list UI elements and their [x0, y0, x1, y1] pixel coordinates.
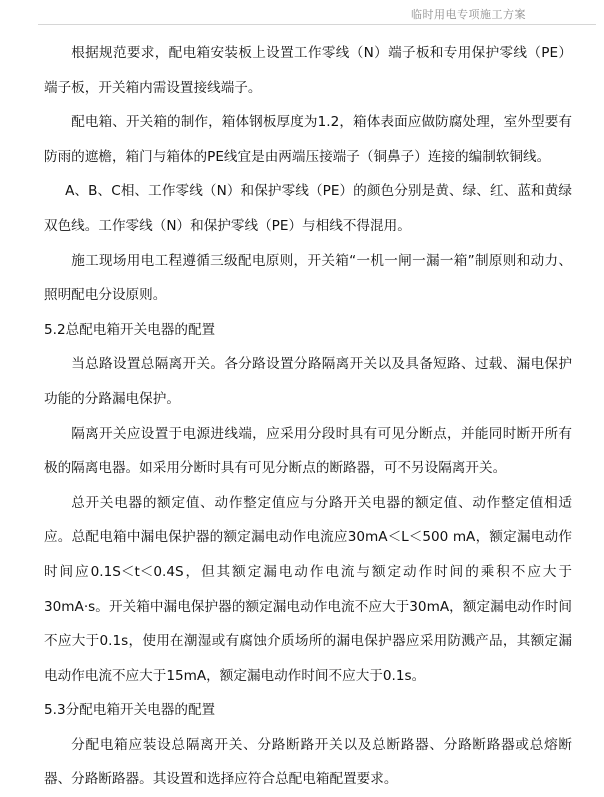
paragraph-box-fabrication: 配电箱、开关箱的制作，箱体钢板厚度为1.2，箱体表面应做防腐处理，室外型要有防雨的遮檐，箱门与箱体的PE线宜是由两端压接端子（铜鼻子）连接的编制软铜线。	[44, 114, 572, 165]
paragraph-wire-colors: A、B、C相、工作零线（N）和保护零线（PE）的颜色分别是黄、绿、红、蓝和黄绿双色线。工作零线（N）和保护零线（PE）与相线不得混用。	[44, 183, 572, 234]
paragraph-sub-distribution-box: 分配电箱应装设总隔离开关、分路断路开关以及总断路器、分路断路器或总熔断器、分路断路器。其设置和选择应符合总配电箱配置要求。	[44, 736, 572, 788]
paragraph-isolation-switch-position: 隔离开关应设置于电源进线端，应采用分段时具有可见分断点，并能同时断开所有极的隔离电器。如采用分断时具有可见分断点的断路器，可不另设隔离开关。	[44, 425, 572, 477]
paragraph-rated-values: 总开关电器的额定值、动作整定值应与分路开关电器的额定值、动作整定值相适应。总配电箱中漏电保护器的额定漏电动作电流应30mA＜L＜500 mA，额定漏电动作时间应0.1S＜t＜0.4S，但其额定漏电动作电流与额定动作时间的乘积不应大于30mA·s。开关箱中漏电保护器的额定漏电动作电流不应大于30mA，额定漏电动作时间不应大于0.1s，使用在潮湿或有腐蚀介质场所的漏电保护器应采用防溅产品，其额定漏电动作电流不应大于15mA，额定漏电动作时间不应大于0.1s。	[44, 494, 572, 684]
page-header	[0, 0, 604, 26]
paragraph-terminal-boards: 根据规范要求，配电箱安装板上设置工作零线（N）端子板和专用保护零线（PE）端子板，开关箱内需设置接线端子。	[44, 45, 572, 96]
paragraph-main-isolation-switch: 当总路设置总隔离开关。各分路设置分路隔离开关以及具备短路、过载、漏电保护功能的分路漏电保护。	[44, 356, 572, 407]
document-body	[44, 36, 572, 797]
header-divider	[38, 24, 596, 25]
paragraph-three-level-distribution: 施工现场用电工程遵循三级配电原则，开关箱“一机一闸一漏一箱”制原则和动力、照明配电分设原则。	[44, 252, 572, 304]
section-heading-5-2: 5.2总配电箱开关电器的配置	[44, 321, 216, 338]
section-heading-5-3: 5.3分配电箱开关电器的配置	[44, 702, 216, 719]
header-title: 临时用电专项施工方案	[411, 8, 526, 21]
